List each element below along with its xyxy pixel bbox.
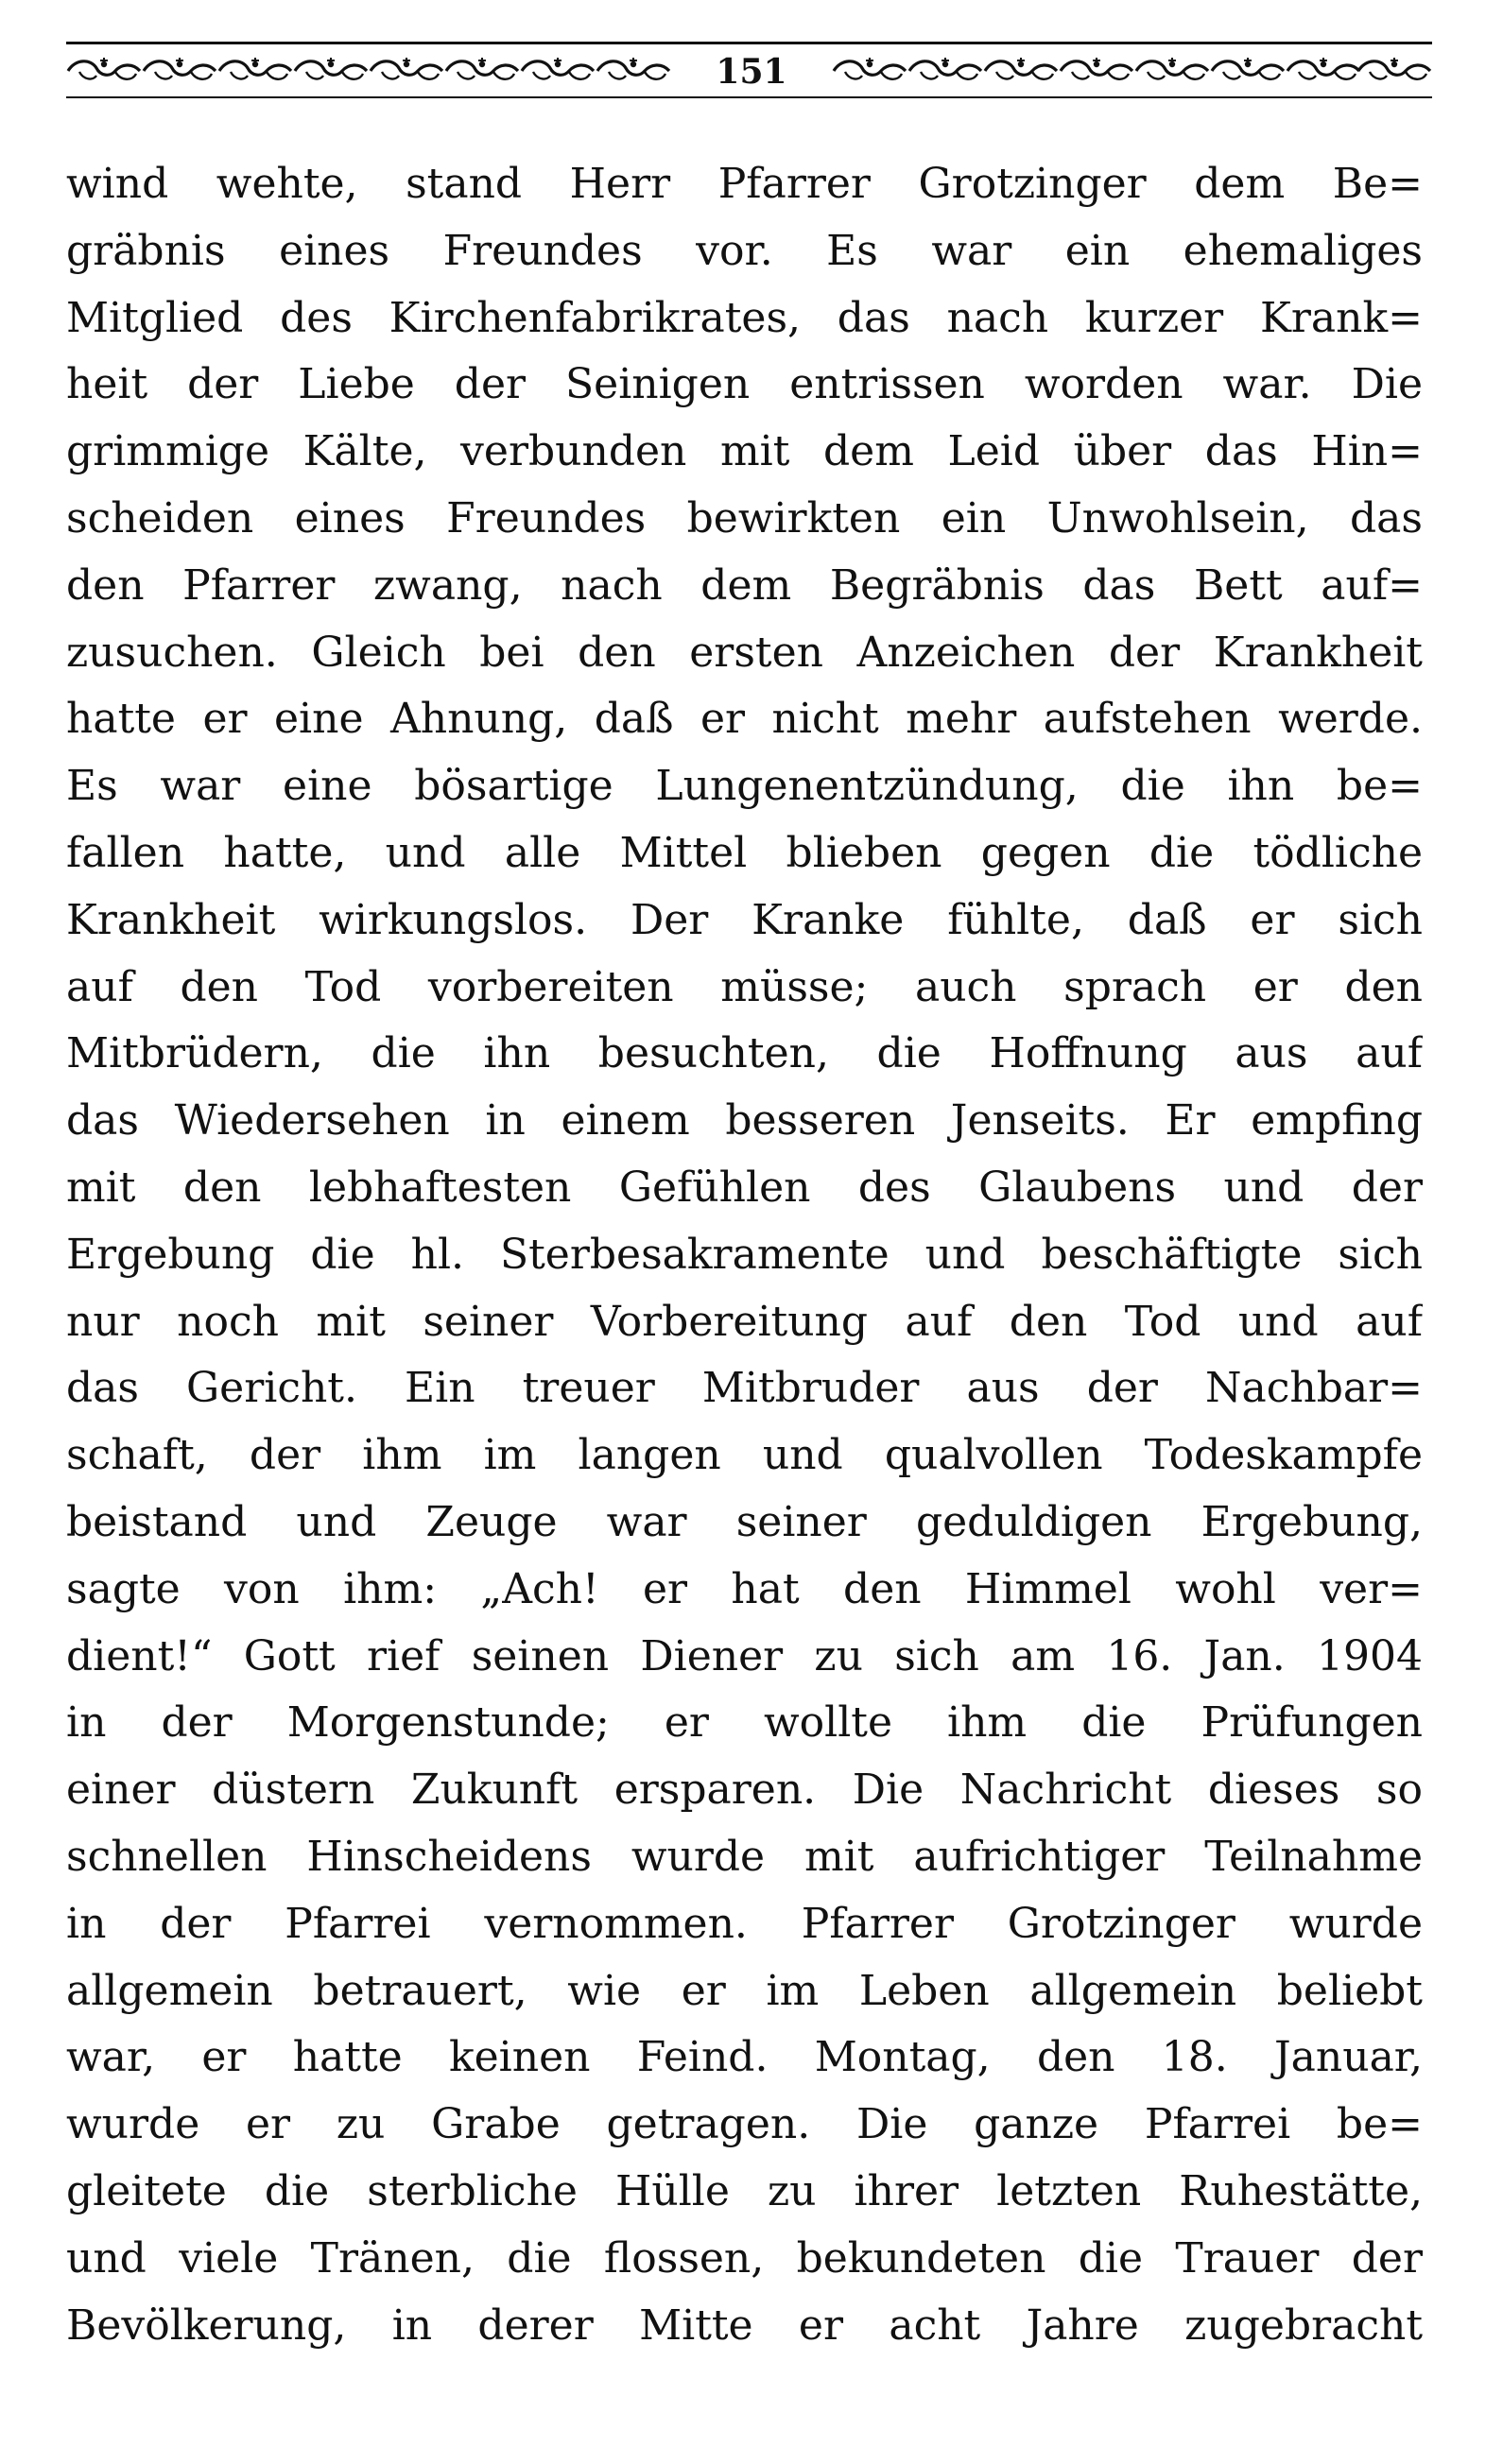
text-line: und viele Tränen, die flossen, bekundeten die Trauer der <box>66 2233 1423 2283</box>
text-line: dient!“ Gott rief seinen Diener zu sich am 16. Jan. 1904 <box>66 1631 1423 1680</box>
text-line: gräbnis eines Freundes vor. Es war ein ehemaliges <box>66 226 1423 275</box>
header-rule-top <box>66 42 1432 44</box>
text-line: nur noch mit seiner Vorbereitung auf den Tod und auf <box>66 1297 1423 1346</box>
text-line: zusuchen. Gleich bei den ersten Anzeichen der Krankheit <box>66 628 1423 677</box>
text-line: wind wehte, stand Herr Pfarrer Grotzinger dem Be= <box>66 160 1423 208</box>
header-rule-bottom <box>66 96 1432 98</box>
text-line: auf den Tod vorbereiten müsse; auch sprach er den <box>66 962 1423 1011</box>
text-line: beistand und Zeuge war seiner geduldigen Ergebung, <box>66 1497 1423 1546</box>
text-line: schnellen Hinscheidens wurde mit aufrichtiger Teilnahme <box>66 1832 1423 1881</box>
body-text <box>66 151 1423 2359</box>
page-number: 151 <box>716 52 787 92</box>
page-header <box>66 38 1432 104</box>
text-line: Ergebung die hl. Sterbesakramente und beschäftigte sich <box>66 1230 1423 1279</box>
text-line: gleitete die sterbliche Hülle zu ihrer letzten Ruhestätte, <box>66 2166 1423 2215</box>
text-line: allgemein betrauert, wie er im Leben allgemein beliebt <box>66 1966 1423 2015</box>
text-line: Bevölkerung, in derer Mitte er acht Jahre zugebracht <box>66 2300 1423 2350</box>
text-line: Mitbrüdern, die ihn besuchten, die Hoffnung aus auf <box>66 1029 1423 1078</box>
text-line: scheiden eines Freundes bewirkten ein Unwohlsein, das <box>66 493 1423 543</box>
text-line: schaft, der ihm im langen und qualvollen Todeskampfe <box>66 1431 1423 1480</box>
text-line: war, er hatte keinen Feind. Montag, den 18. Januar, <box>66 2033 1423 2082</box>
text-line: sagte von ihm: „Ach! er hat den Himmel wohl ver= <box>66 1564 1423 1613</box>
text-line: fallen hatte, und alle Mittel blieben gegen die tödliche <box>66 828 1423 877</box>
text-line: Mitglied des Kirchenfabrikrates, das nach kurzer Krank= <box>66 293 1423 342</box>
vine-ornament-right-icon <box>832 55 1432 87</box>
text-line: in der Morgenstunde; er wollte ihm die Prüfungen <box>66 1698 1423 1748</box>
text-line: Krankheit wirkungslos. Der Kranke fühlte, daß er sich <box>66 895 1423 944</box>
text-line: hatte er eine Ahnung, daß er nicht mehr aufstehen werde. <box>66 695 1423 744</box>
text-line: grimmige Kälte, verbunden mit dem Leid über das Hin= <box>66 427 1423 476</box>
text-line: einer düstern Zukunft ersparen. Die Nachricht dieses so <box>66 1766 1423 1815</box>
text-line: heit der Liebe der Seinigen entrissen worden war. Die <box>66 360 1423 409</box>
text-line: wurde er zu Grabe getragen. Die ganze Pfarrei be= <box>66 2100 1423 2149</box>
text-line: Es war eine bösartige Lungenentzündung, die ihn be= <box>66 762 1423 811</box>
text-line: in der Pfarrei vernommen. Pfarrer Grotzinger wurde <box>66 1899 1423 1948</box>
text-line: das Gericht. Ein treuer Mitbruder aus der Nachbar= <box>66 1364 1423 1413</box>
vine-ornament-left-icon <box>66 55 671 87</box>
text-line: mit den lebhaftesten Gefühlen des Glaubens und der <box>66 1163 1423 1212</box>
text-line: den Pfarrer zwang, nach dem Begräbnis das Bett auf= <box>66 560 1423 610</box>
text-line: das Wiedersehen in einem besseren Jenseits. Er empfing <box>66 1096 1423 1146</box>
